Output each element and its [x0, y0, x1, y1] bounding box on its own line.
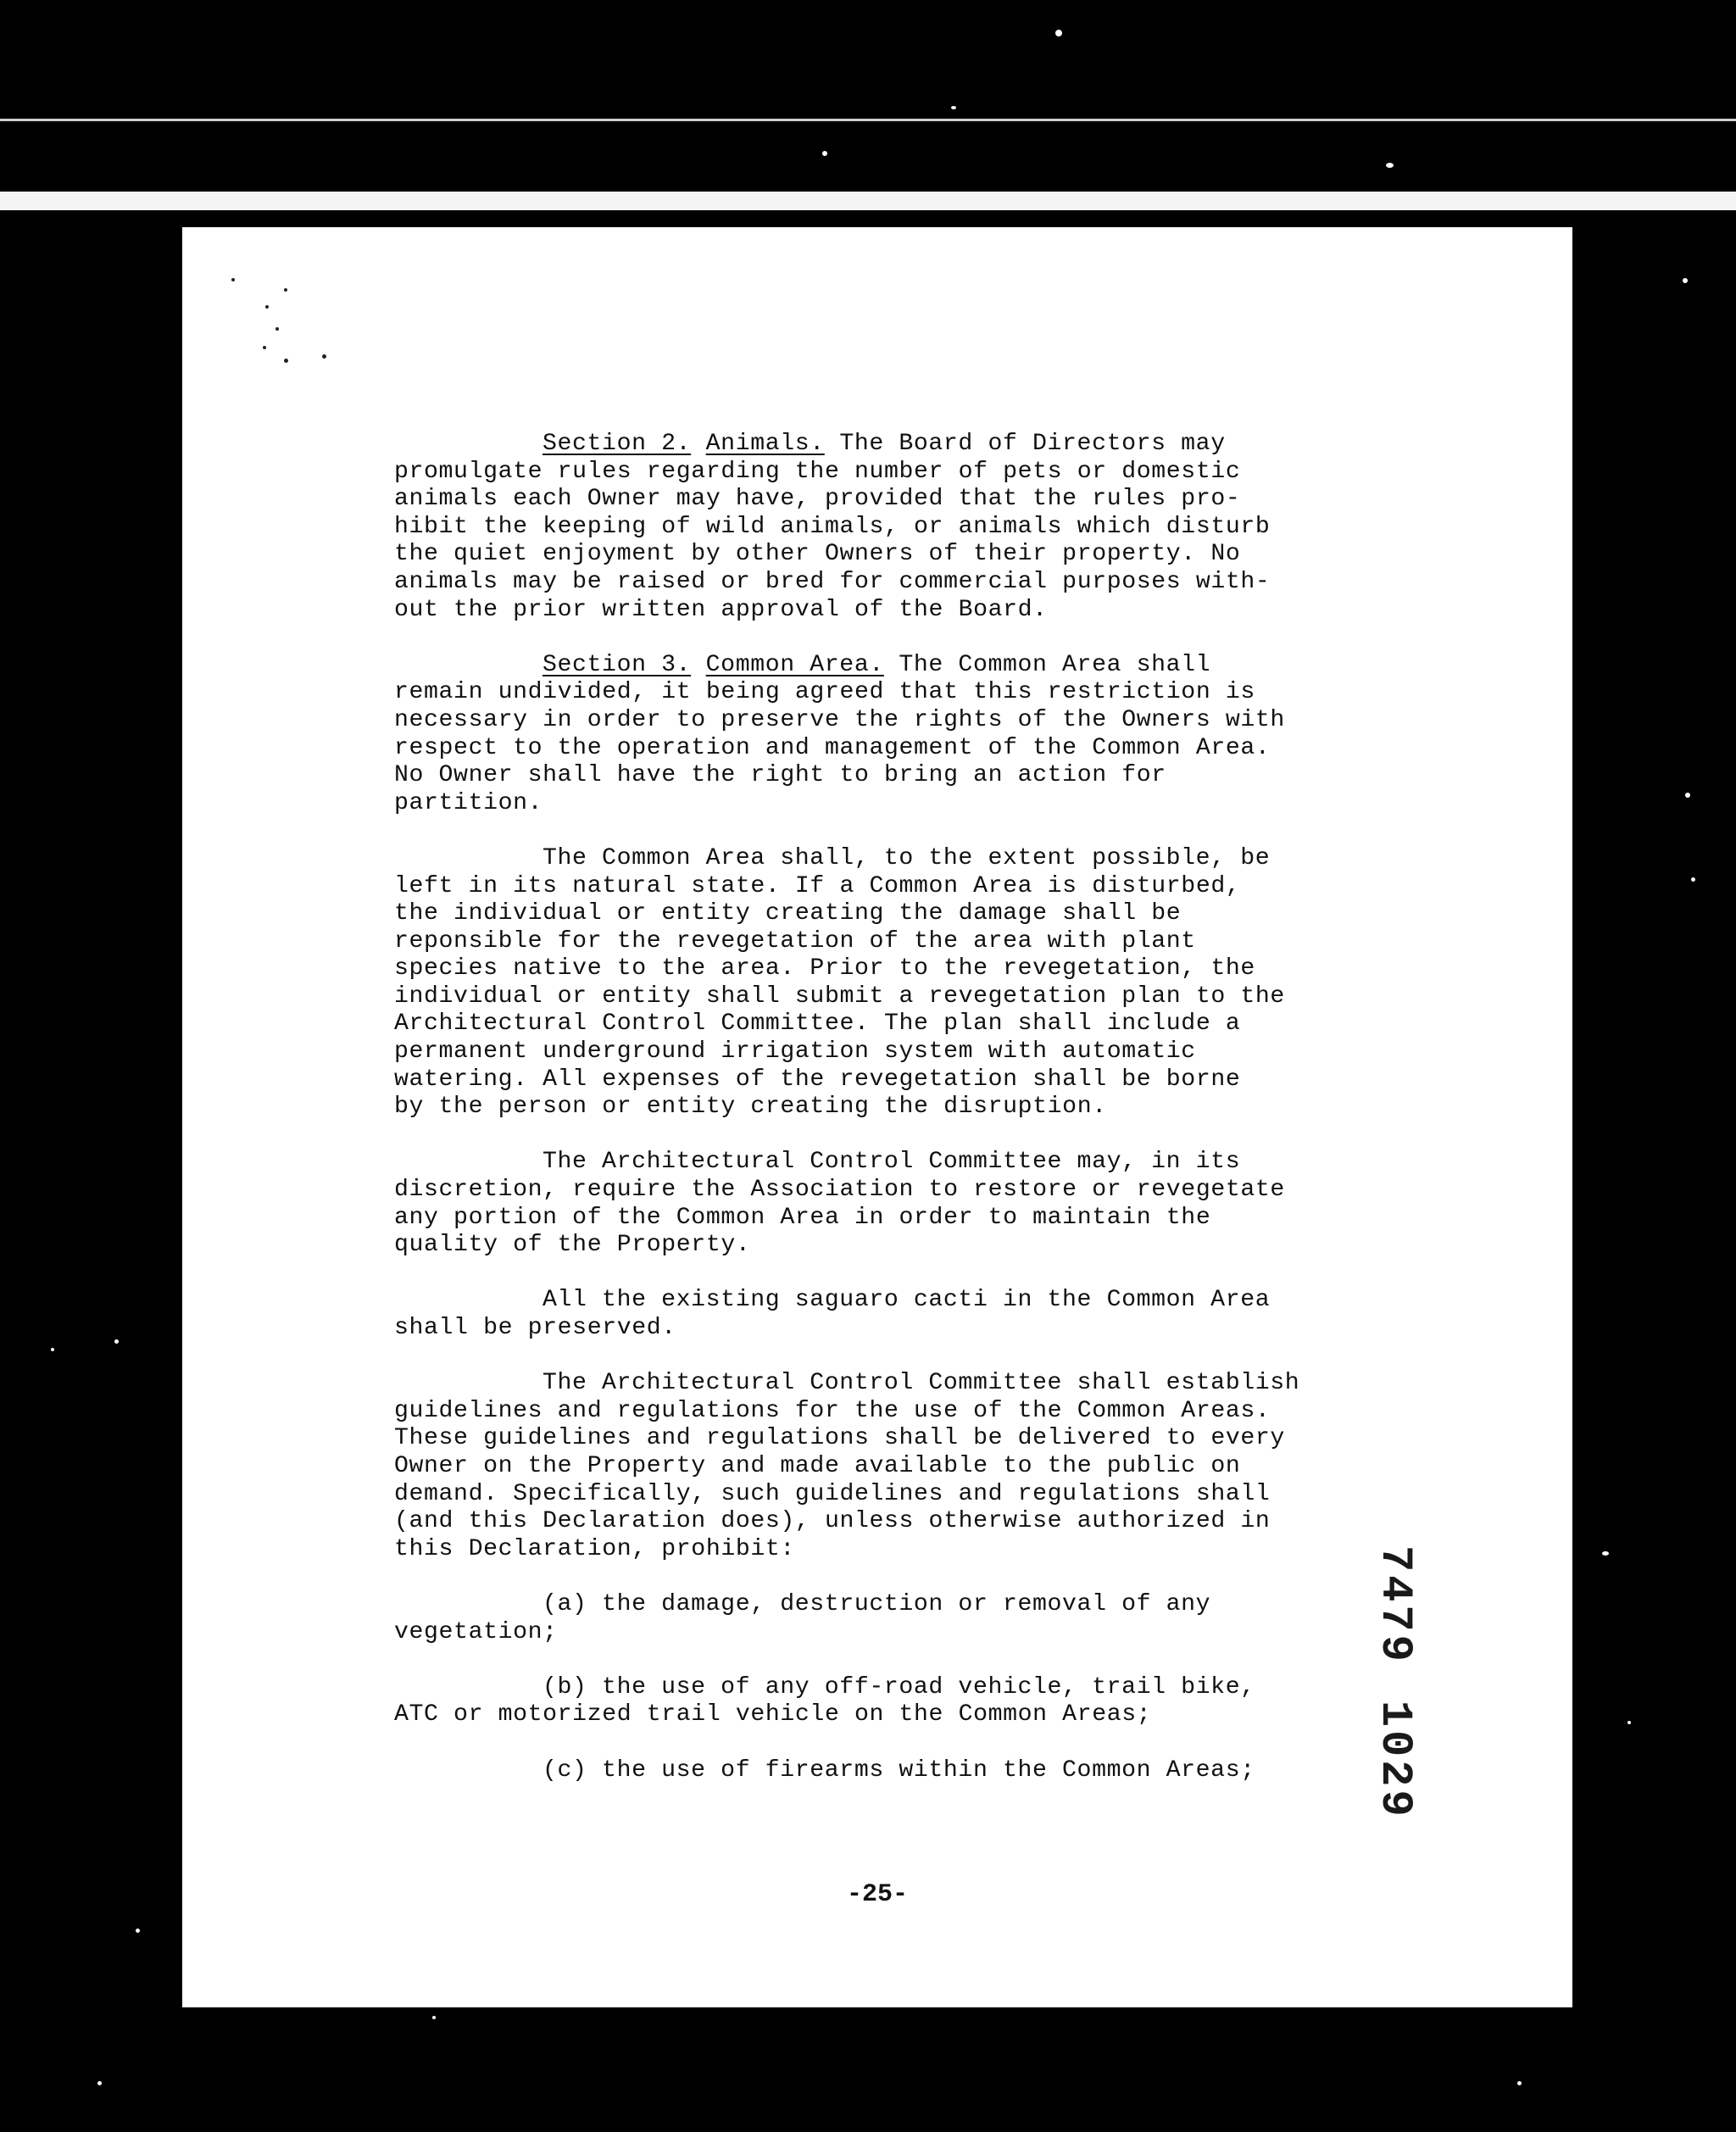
scan-speck: [1683, 278, 1688, 283]
recording-book-number: 7479: [1370, 1545, 1420, 1665]
scan-speck: [1517, 2081, 1522, 2085]
section-3-number: Section 3.: [542, 651, 692, 678]
section-2-paragraph: [394, 431, 1428, 624]
page-dust: [322, 354, 326, 359]
scan-speck: [51, 1348, 54, 1351]
scan-top-strip: [0, 192, 1736, 210]
restore-paragraph: The Architectural Control Committee may, in its discretion, require the Association to restore or revegetate any portion of the Common Area in order to maintain the quality of the Property.: [394, 1149, 1285, 1259]
section-2-title: Animals.: [705, 431, 825, 457]
document-body: [394, 431, 1428, 1812]
page-dust: [263, 346, 266, 349]
revegetation-paragraph: The Common Area shall, to the extent possible, be left in its natural state. If a Common Area is disturbed, the individual or entity creating the damage shall be reponsible for the revegetation of the area with plant species native to the area. Prior to the revegetation, the individual or entity shall submit a revegetation plan to the Architectural Control Committee. The plan shall include a permanent underground irrigation system with automatic watering. All expenses of the revegetation shall be borne by the person or entity creating the disruption.: [394, 844, 1285, 1121]
page-dust: [275, 327, 279, 331]
scan-speck: [1685, 793, 1690, 798]
section-2-number: Section 2.: [542, 431, 692, 457]
page-dust: [284, 359, 288, 363]
page-dust: [284, 288, 287, 292]
section-2-text: The Board of Directors may promulgate rules regarding the number of pets or domestic animals each Owner may have, provided that the rules pro- hibit the keeping of wild animals, or animals which disturb the quiet enjoyment by other Owners of their property. No animals may be raised or bred for commercial purposes with- out the prior written approval of the Board.: [394, 431, 1271, 623]
section-3-paragraph: [394, 652, 1428, 818]
scan-speck: [432, 2016, 436, 2019]
prohibition-item-b: (b) the use of any off-road vehicle, trail bike, ATC or motorized trail vehicle on the Common Areas;: [394, 1673, 1255, 1728]
scan-speck: [1628, 1721, 1631, 1724]
scan-speck: [1386, 163, 1394, 168]
scan-speck: [1602, 1551, 1609, 1556]
section-3-title: Common Area.: [705, 651, 884, 678]
section-3-text: The Common Area shall remain undivided, it being agreed that this restriction is necessary in order to preserve the rights of the Owners with respect to the operation and management of the Common Area. No Owner shall have the right to bring an action for partition.: [394, 651, 1285, 816]
prohibition-item-c: (c) the use of firearms within the Common Areas;: [542, 1756, 1255, 1784]
scan-speck: [1691, 877, 1695, 882]
scan-speck: [97, 2081, 102, 2085]
page-dust: [265, 305, 269, 309]
scan-speck: [822, 151, 827, 156]
scan-speck: [1055, 30, 1062, 36]
page-number: -25-: [846, 1880, 908, 1909]
saguaro-paragraph: All the existing saguaro cacti in the Common Area shall be preserved.: [394, 1287, 1271, 1341]
scan-speck: [136, 1929, 140, 1933]
guidelines-paragraph: The Architectural Control Committee shall establish guidelines and regulations for the use of the Common Areas. These guidelines and regulations shall be delivered to every Owner on the Property and made available to the public on demand. Specifically, such guidelines and regulations shall (and this Declaration does), unless otherwise authorized in this Declaration, prohibit:: [394, 1370, 1300, 1562]
scan-speck: [114, 1339, 119, 1344]
page-dust: [231, 278, 235, 281]
scan-top-rule: [0, 119, 1736, 121]
recording-stamp: [1369, 1545, 1420, 1901]
recording-page-number: 1029: [1370, 1700, 1420, 1820]
prohibition-item-a: (a) the damage, destruction or removal of any vegetation;: [394, 1590, 1211, 1645]
document-page: [182, 227, 1572, 2007]
scan-speck: [951, 106, 956, 109]
